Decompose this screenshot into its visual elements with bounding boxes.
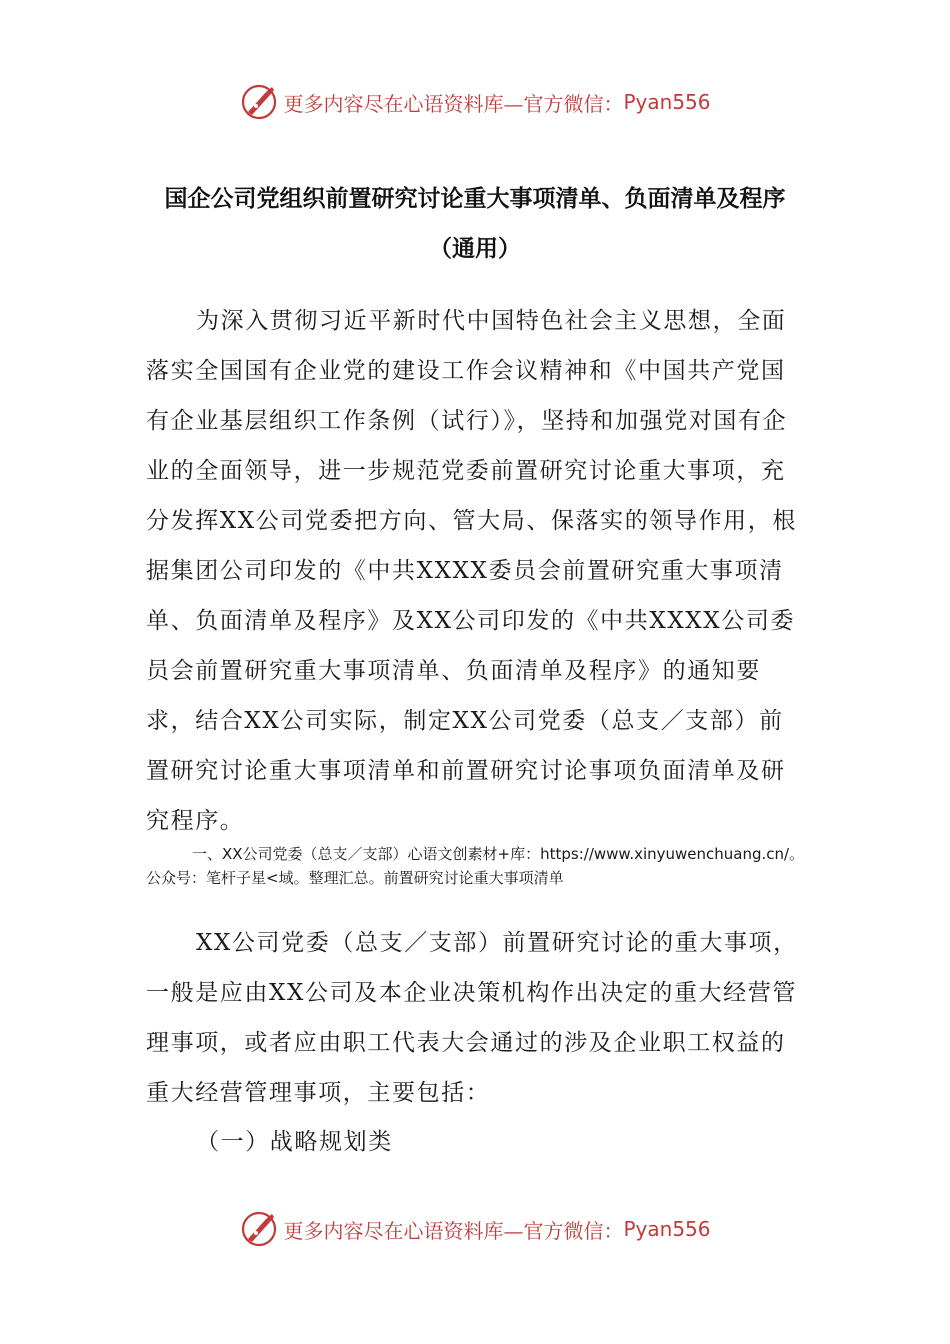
- pen-nib-logo-icon: [239, 82, 279, 122]
- intro-paragraph: 为深入贯彻习近平新时代中国特色社会主义思想，全面落实全国国有企业党的建设工作会议精神和《中国共产党国有企业基层组织工作条例（试行）》，坚持和加强党对国有企业的全面领导，进一步规范党委前置研究讨论重大事项，充分发挥XX公司党委把方向、管大局、保落实的领导作用，根据集团公司印发的《中共XXXX委员会前置研究重大事项清单、负面清单及程序》及XX公司印发的《中共XXXX公司委员会前置研究重大事项清单、负面清单及程序》的通知要求，结合XX公司实际，制定XX公司党委（总支／支部）前置研究讨论重大事项清单和前置研究讨论事项负面清单及研究程序。: [146, 308, 797, 834]
- subsection-heading-strategy: （一）战略规划类: [196, 1129, 393, 1155]
- pen-nib-logo-icon: [239, 1209, 279, 1249]
- banner-text: 更多内容尽在心语资料库—官方微信：: [283, 91, 624, 116]
- header-banner: [0, 80, 950, 124]
- major-matters-paragraph: XX公司党委（总支／支部）前置研究讨论的重大事项，一般是应由XX公司及本企业决策机构作出决定的重大经营管理事项，或者应由职工代表大会通过的涉及企业职工权益的重大经营管理事项，主要包括：: [146, 930, 798, 1106]
- banner-text: 更多内容尽在心语资料库—官方微信：: [283, 1218, 624, 1243]
- footer-banner: [0, 1207, 950, 1251]
- document-title: 国企公司党组织前置研究讨论重大事项清单、负面清单及程序（通用）: [164, 186, 786, 262]
- banner-wechat-handle: Pyan556: [623, 1217, 711, 1241]
- section-one-heading: [146, 842, 806, 890]
- banner-wechat-handle: Pyan556: [623, 90, 711, 114]
- section-one-text: 一、XX公司党委（总支／支部）心语文创素材+库：https://www.xinyuwenchuang.cn/。公众号：笔杆子星<域。整理汇总。前置研究讨论重大事项清单: [146, 845, 805, 887]
